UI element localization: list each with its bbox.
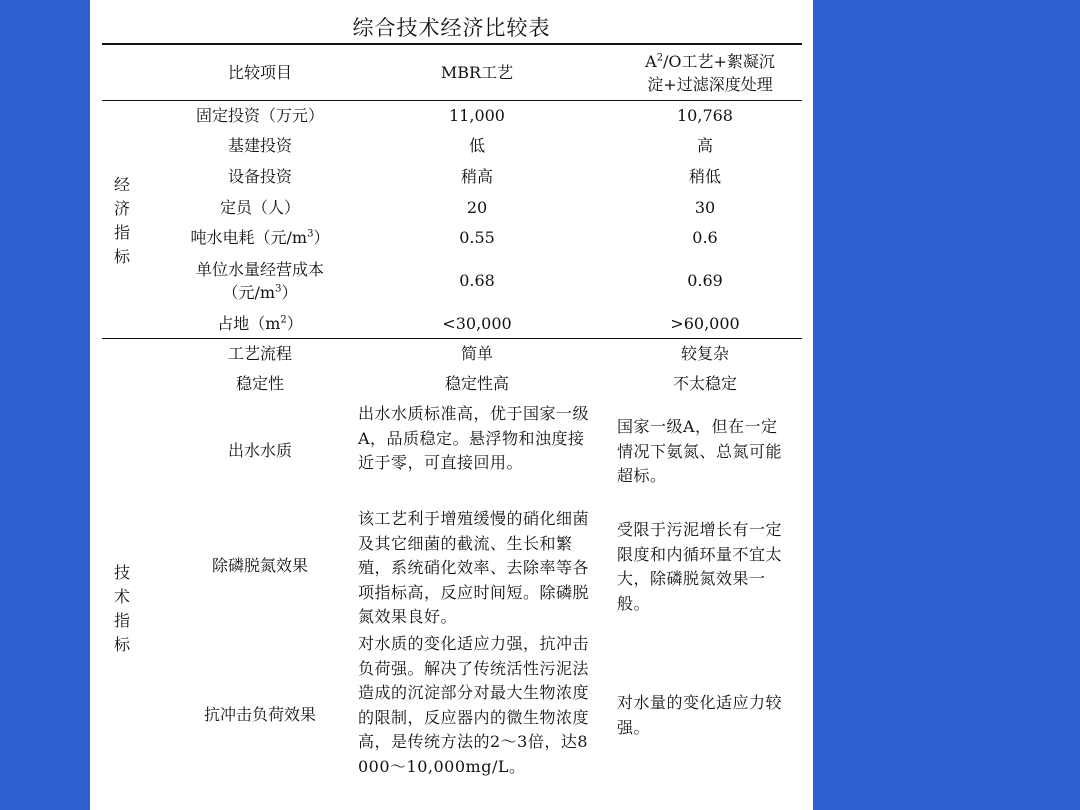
row-shock-load-mbr: 对水质的变化适应力强，抗冲击负荷强。解决了传统活性污泥法造成的沉淀部分对最大生物浓度的限制，反应器内的微生物浓度高，是传统方法的2～3倍，达8000～10,000mg/L。 [358, 634, 590, 776]
row-staff-item: 定员（人） [219, 198, 300, 217]
row-construction-mbr: 低 [468, 136, 485, 155]
group-label-economic: 经济指标 [113, 175, 130, 266]
header-mbr: MBR工艺 [440, 63, 514, 82]
row-operating-cost-item-line1: 单位水量经营成本 [195, 260, 324, 279]
header-ao [610, 50, 810, 96]
row-effluent-mbr: 出水水质标准高，优于国家一级A，品质稳定。悬浮物和浊度接近于零，可直接回用。 [358, 404, 590, 472]
header-ao-line2: 淀+过滤深度处理 [647, 75, 773, 94]
row-effluent-item: 出水水质 [227, 441, 292, 460]
header-item: 比较项目 [227, 63, 292, 82]
row-stability-mbr: 稳定性高 [444, 374, 509, 393]
group-divider-rule [102, 338, 802, 339]
row-process-item: 工艺流程 [227, 344, 292, 363]
row-staff-mbr: 20 [466, 198, 488, 217]
comparison-sheet [90, 0, 813, 810]
row-operating-cost-item-line2: （元$/m^3$） [222, 283, 298, 302]
row-construction-ao: 高 [696, 136, 713, 155]
row-fixed-investment-ao: 10,768 [677, 106, 733, 125]
row-operating-cost-ao: 0.69 [687, 271, 723, 290]
table-title: 综合技术经济比较表 [352, 16, 551, 40]
header-rule [102, 100, 802, 101]
top-rule [102, 43, 802, 45]
row-power-ao: 0.6 [692, 228, 718, 247]
row-staff-ao: 30 [694, 198, 716, 217]
row-land-ao: >60,000 [670, 314, 740, 333]
row-nutrient-removal-ao: 受限于污泥增长有一定限度和内循环量不宜太大，除磷脱氮效果一般。 [617, 520, 783, 613]
row-shock-load-ao: 对水量的变化适应力较强。 [617, 693, 783, 737]
row-process-mbr: 简单 [460, 344, 493, 363]
row-construction-item: 基建投资 [227, 136, 292, 155]
row-nutrient-removal-mbr: 该工艺利于增殖缓慢的硝化细菌及其它细菌的截流、生长和繁殖，系统硝化效率、去除率等各项指标高，反应时间短。除磷脱氮效果良好。 [358, 509, 590, 626]
row-fixed-investment-mbr: 11,000 [449, 106, 505, 125]
row-effluent-ao: 国家一级A，但在一定情况下氨氮、总氮可能超标。 [617, 417, 783, 485]
row-equipment-mbr: 稍高 [460, 167, 493, 186]
row-equipment-item: 设备投资 [227, 167, 292, 186]
row-power-item: 吨水电耗（元$/m^3$） [190, 228, 330, 247]
group-label-technical: 技术指标 [113, 563, 130, 654]
row-process-ao: 较复杂 [680, 344, 729, 363]
row-stability-item: 稳定性 [235, 374, 284, 393]
row-stability-ao: 不太稳定 [672, 374, 737, 393]
header-ao-line1: $A^2/O$工艺+絮凝沉 [645, 52, 775, 71]
row-equipment-ao: 稍低 [688, 167, 721, 186]
row-land-mbr: <30,000 [442, 314, 512, 333]
row-nutrient-removal-item: 除磷脱氮效果 [211, 556, 308, 575]
row-shock-load-item: 抗冲击负荷效果 [203, 705, 316, 724]
row-operating-cost-mbr: 0.68 [459, 271, 495, 290]
row-land-item: 占地$(m^2)$ [217, 314, 303, 333]
row-power-mbr: 0.55 [459, 228, 495, 247]
row-fixed-investment-item: 固定投资（万元） [195, 106, 324, 125]
